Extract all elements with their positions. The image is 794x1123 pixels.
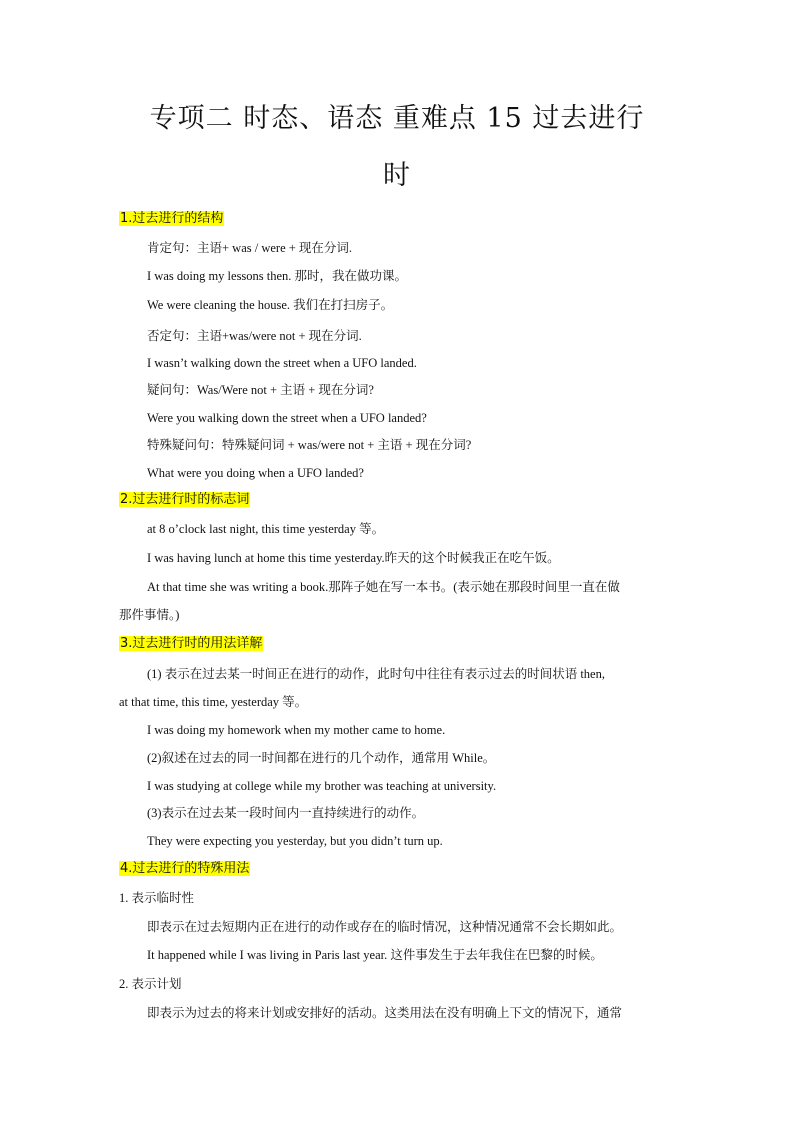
text-line: 肯定句：主语+ was / were + 现在分词. (147, 241, 353, 255)
text-line: 2. 表示计划 (119, 977, 182, 991)
page-title-continued: 时 (383, 160, 411, 191)
text-line: at 8 o’clock last night, this time yesterday 等。 (147, 522, 385, 536)
text-line: We were cleaning the house. 我们在打扫房子。 (147, 298, 394, 312)
section-heading (119, 635, 263, 653)
text-line: Were you walking down the street when a UFO landed? (147, 411, 427, 425)
highlighted-heading-text: 3.过去进行时的用法详解 (120, 636, 263, 651)
text-line: (3)表示在过去某一段时间内一直持续进行的动作。 (147, 806, 425, 820)
text-line: 1. 表示临时性 (119, 891, 195, 905)
text-line: 疑问句：Was/Were not + 主语 + 现在分词? (147, 383, 374, 397)
text-line: At that time she was writing a book.那阵子她在写一本书。(表示她在那段时间里一直在做 (147, 580, 620, 594)
text-line: I was doing my homework when my mother came to home. (147, 723, 446, 737)
text-line: 即表示在过去短期内正在进行的动作或存在的临时情况，这种情况通常不会长期如此。 (147, 920, 623, 934)
text-line: 特殊疑问句：特殊疑问词 + was/were not + 主语 + 现在分词? (147, 438, 472, 452)
section-heading (119, 860, 250, 878)
text-line: I wasn’t walking down the street when a UFO landed. (147, 356, 417, 370)
section-heading (119, 491, 250, 509)
page-title: 专项二 时态、语态 重难点 15 过去进行 (149, 103, 645, 134)
text-line: at that time, this time, yesterday 等。 (119, 695, 308, 709)
text-line: They were expecting you yesterday, but you didn’t turn up. (147, 834, 443, 848)
text-line: I was studying at college while my brother was teaching at university. (147, 779, 497, 793)
text-line: 否定句：主语+was/were not + 现在分词. (147, 329, 362, 343)
text-line: (1) 表示在过去某一时间正在进行的动作，此时句中往往有表示过去的时间状语 then, (147, 667, 605, 681)
text-line: What were you doing when a UFO landed? (147, 466, 364, 480)
highlighted-heading-text: 1.过去进行的结构 (120, 211, 224, 226)
text-line: I was doing my lessons then. 那时，我在做功课。 (147, 269, 408, 283)
text-line: I was having lunch at home this time yesterday.昨天的这个时候我正在吃午饭。 (147, 551, 560, 565)
text-line: (2)叙述在过去的同一时间都在进行的几个动作，通常用 While。 (147, 751, 496, 765)
text-line: 那件事情。) (119, 608, 180, 622)
highlighted-heading-text: 2.过去进行时的标志词 (120, 492, 250, 507)
section-heading (119, 210, 224, 228)
text-line: 即表示为过去的将来计划或安排好的活动。这类用法在没有明确上下文的情况下，通常 (147, 1006, 623, 1020)
highlighted-heading-text: 4.过去进行的特殊用法 (120, 861, 250, 876)
text-line: It happened while I was living in Paris last year. 这件事发生于去年我住在巴黎的时候。 (147, 948, 603, 962)
